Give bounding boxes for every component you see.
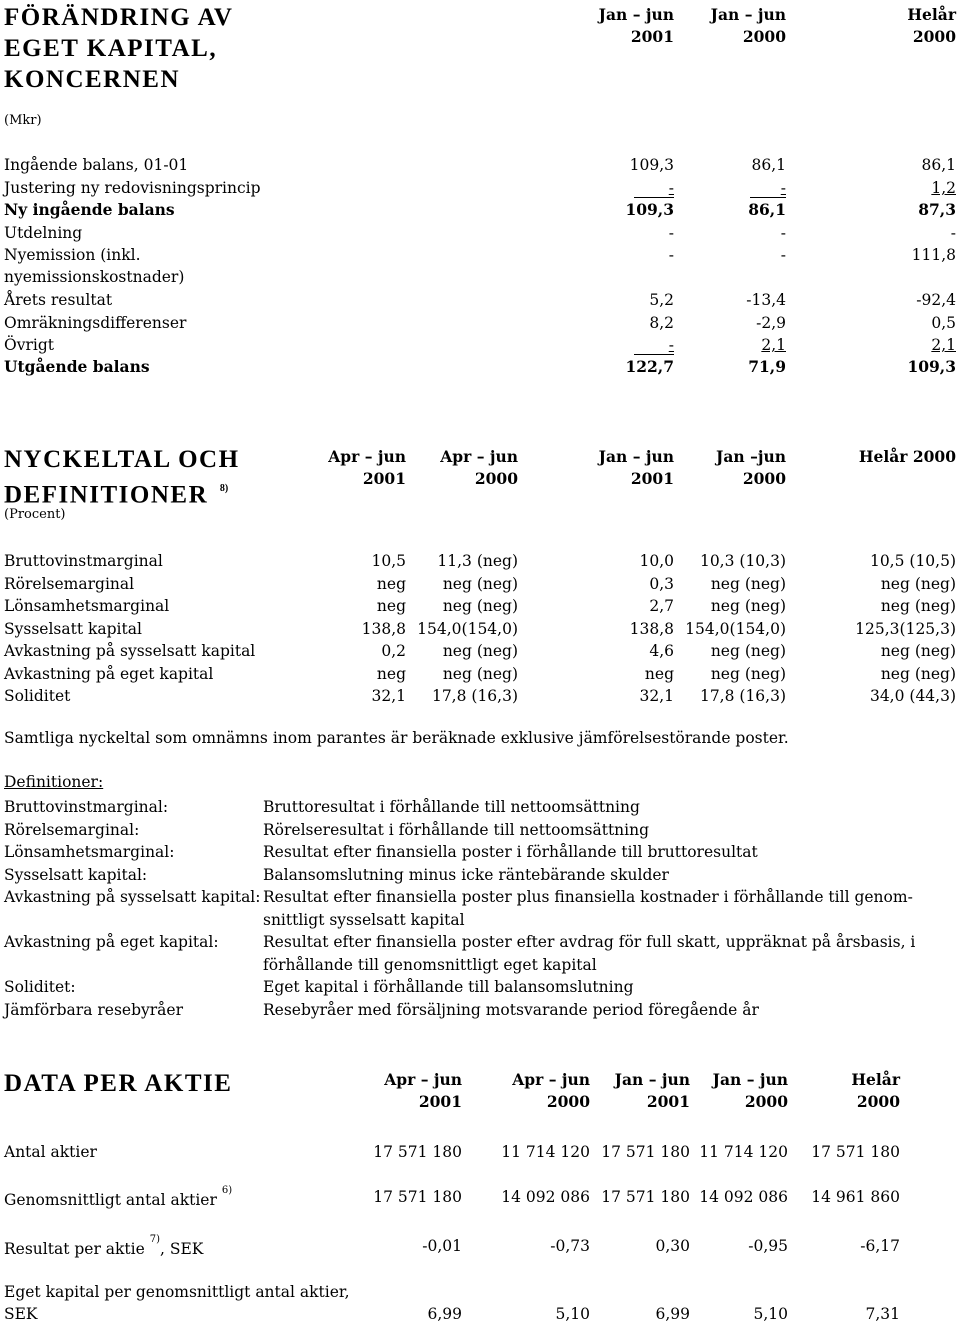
cell: -	[780, 246, 786, 264]
cell: 86,1	[751, 156, 786, 174]
cell: neg	[644, 664, 674, 683]
definition-term: Avkastning på sysselsatt kapital:	[4, 888, 261, 906]
col-period: Helår	[851, 1070, 900, 1089]
cell: 11,3 (neg)	[437, 552, 518, 570]
cell: neg (neg)	[442, 642, 518, 660]
row-label	[4, 1235, 203, 1260]
row-label: Sysselsatt kapital	[4, 619, 142, 638]
cell: neg (neg)	[880, 574, 956, 593]
footnote-ref: 7)	[149, 1234, 160, 1245]
definition-item	[0, 864, 960, 886]
definition-item	[0, 931, 960, 974]
table-row	[0, 550, 960, 572]
cell: neg (neg)	[710, 664, 786, 683]
cell: 17 571 180	[811, 1143, 900, 1161]
ratios-col-header	[806, 446, 956, 468]
col-period: Apr – jun	[328, 447, 406, 466]
cell: 10,5 (10,5)	[869, 552, 956, 570]
definition-item	[0, 819, 960, 841]
row-label-text: Resultat per aktie	[4, 1240, 150, 1259]
col-period: Jan – jun	[710, 5, 786, 24]
ratios-unit: (Procent)	[4, 507, 66, 522]
row-label: Utdelning	[4, 224, 83, 242]
row-label: Rörelsemarginal	[4, 574, 135, 593]
cell: -0,95	[748, 1237, 788, 1255]
cell: -	[950, 224, 956, 242]
row-label: Ny ingående balans	[4, 200, 175, 219]
definition-item	[0, 841, 960, 863]
table-row	[0, 618, 960, 640]
definition-item	[0, 976, 960, 998]
table-row	[0, 1283, 960, 1325]
cell: -	[780, 224, 786, 242]
definition-term: Bruttovinstmarginal:	[4, 798, 169, 816]
cell: -6,17	[860, 1237, 900, 1255]
col-period: Helår	[907, 5, 956, 24]
table-row	[0, 266, 960, 288]
sum-rule	[634, 197, 674, 198]
share-col-header	[800, 1069, 900, 1113]
cell: 154,0(154,0)	[685, 619, 786, 638]
definition-text: Eget kapital i förhållande till balansomslutning	[263, 978, 634, 996]
table-row	[0, 640, 960, 662]
cell: neg (neg)	[710, 642, 786, 660]
cell: 0,2	[381, 642, 406, 660]
cell: 5,10	[555, 1305, 590, 1323]
col-period: Jan – jun	[598, 447, 674, 466]
row-label: SEK	[4, 1305, 38, 1323]
row-label: Omräkningsdifferenser	[4, 314, 187, 332]
cell: 125,3(125,3)	[855, 619, 956, 638]
col-year: 2000	[856, 1092, 900, 1111]
col-year: 2000	[474, 469, 518, 488]
row-label	[4, 1141, 97, 1163]
col-year: 2000	[546, 1092, 590, 1111]
equity-title-line: FÖRÄNDRING AV	[4, 4, 234, 31]
table-row	[0, 595, 960, 617]
ratios-col-header	[306, 446, 406, 490]
definition-text: förhållande till genomsnittligt eget kapital	[263, 955, 597, 974]
equity-col-header	[856, 4, 956, 48]
cell: 109,3	[629, 156, 674, 174]
cell: 138,8	[361, 619, 406, 638]
definition-text: Resebyråer med försäljning motsvarande period föregående år	[263, 1000, 759, 1019]
table-row	[0, 356, 960, 378]
table-row	[0, 312, 960, 334]
cell: 32,1	[371, 687, 406, 705]
table-row	[0, 222, 960, 244]
cell: neg (neg)	[710, 574, 786, 593]
cell: 2,1	[931, 336, 956, 354]
cell: neg	[376, 664, 406, 683]
cell: -	[780, 179, 786, 197]
table-row	[0, 177, 960, 199]
cell: -	[668, 246, 674, 264]
col-period: Apr – jun	[440, 447, 518, 466]
definition-term: Jämförbara resebyråer	[4, 1000, 183, 1019]
table-row	[0, 289, 960, 311]
cell: -92,4	[916, 291, 956, 309]
equity-unit: (Mkr)	[4, 113, 42, 128]
definition-text: Resultat efter finansiella poster i förhållande till bruttoresultat	[263, 843, 758, 861]
cell: -2,9	[756, 314, 786, 332]
table-row	[0, 244, 960, 266]
table-row	[0, 154, 960, 176]
cell: 34,0 (44,3)	[869, 687, 956, 705]
cell: 14 092 086	[501, 1188, 590, 1206]
cell: 11 714 120	[699, 1143, 788, 1161]
cell: 122,7	[625, 357, 674, 376]
col-period: Apr – jun	[384, 1070, 462, 1089]
definition-item	[0, 886, 960, 929]
cell: 17,8 (16,3)	[431, 687, 518, 705]
footnote-ref: 8)	[219, 483, 229, 494]
cell: neg	[376, 597, 406, 615]
cell: 86,1	[748, 200, 786, 219]
definition-text: Bruttoresultat i förhållande till nettoomsättning	[263, 798, 640, 816]
row-label: Ingående balans, 01-01	[4, 156, 189, 174]
col-year: 2001	[362, 469, 406, 488]
cell: 2,7	[649, 597, 674, 615]
cell: neg (neg)	[880, 642, 956, 660]
share-col-header	[362, 1069, 462, 1113]
definition-item	[0, 999, 960, 1021]
col-year: 2001	[418, 1092, 462, 1111]
definition-term: Avkastning på eget kapital:	[4, 933, 219, 951]
cell: -0,01	[422, 1237, 462, 1255]
cell: 17 571 180	[601, 1188, 690, 1206]
col-period: Jan –jun	[716, 447, 786, 466]
row-label: Avkastning på sysselsatt kapital	[4, 642, 256, 660]
cell: neg (neg)	[442, 664, 518, 683]
sum-rule	[634, 354, 674, 355]
cell: 71,9	[748, 357, 786, 376]
definition-term: Lönsamhetsmarginal:	[4, 843, 175, 861]
row-label: nyemissionskostnader)	[4, 268, 185, 286]
cell: 0,3	[649, 574, 674, 593]
share-title: DATA PER AKTIE	[4, 1070, 233, 1097]
equity-col-header	[574, 4, 674, 48]
table-row	[0, 685, 960, 707]
cell: 154,0(154,0)	[417, 619, 518, 638]
ratios-col-header	[686, 446, 786, 490]
row-label-suffix: , SEK	[159, 1240, 204, 1259]
cell: 11 714 120	[501, 1143, 590, 1161]
cell: 17 571 180	[601, 1143, 690, 1161]
col-period: Apr – jun	[512, 1070, 590, 1089]
col-period: Jan – jun	[712, 1070, 788, 1089]
cell: 6,99	[427, 1305, 462, 1323]
row-label: Soliditet	[4, 687, 71, 705]
cell: 7,31	[865, 1305, 900, 1323]
table-row	[0, 1186, 960, 1208]
cell: 86,1	[921, 156, 956, 174]
cell: neg (neg)	[880, 664, 956, 683]
table-row	[0, 334, 960, 356]
definitions-heading: Definitioner:	[4, 773, 104, 791]
equity-title-line: EGET KAPITAL,	[4, 35, 218, 62]
cell: -0,73	[550, 1237, 590, 1255]
equity-col-header	[686, 4, 786, 48]
row-label: Årets resultat	[4, 291, 113, 309]
definition-text: Balansomslutning minus icke räntebärande skulder	[263, 865, 669, 884]
cell: 14 961 860	[811, 1188, 900, 1206]
cell: neg (neg)	[442, 597, 518, 615]
cell: 32,1	[639, 687, 674, 705]
equity-title-line: KONCERNEN	[4, 66, 181, 93]
cell: 1,2	[931, 179, 956, 197]
table-row	[0, 573, 960, 595]
table-row	[0, 663, 960, 685]
cell: 0,5	[931, 314, 956, 332]
col-period: Jan – jun	[614, 1070, 690, 1089]
row-label-text: Genomsnittligt antal aktier	[4, 1191, 222, 1210]
row-label: Nyemission (inkl.	[4, 246, 141, 264]
cell: 10,3 (10,3)	[699, 552, 786, 570]
row-label: Utgående balans	[4, 357, 150, 376]
cell: 17 571 180	[373, 1143, 462, 1161]
share-col-header	[590, 1069, 690, 1113]
cell: neg (neg)	[880, 597, 956, 615]
cell: -	[668, 336, 674, 354]
cell: 87,3	[918, 200, 956, 219]
cell: neg	[376, 574, 406, 593]
row-label	[4, 1186, 232, 1211]
col-year: 2001	[646, 1092, 690, 1111]
table-row	[0, 199, 960, 221]
definition-term: Soliditet:	[4, 978, 76, 996]
share-col-header	[688, 1069, 788, 1113]
table-row	[0, 1141, 960, 1163]
ratios-col-header	[574, 446, 674, 490]
definition-text: Rörelseresultat i förhållande till nettoomsättning	[263, 820, 650, 839]
sum-rule	[750, 197, 786, 198]
row-label: Bruttovinstmarginal	[4, 552, 163, 570]
col-year: 2000	[912, 27, 956, 46]
row-label: Lönsamhetsmarginal	[4, 597, 170, 615]
cell: 10,5	[371, 552, 406, 570]
cell: 17 571 180	[373, 1188, 462, 1206]
cell: -	[668, 224, 674, 242]
cell: -13,4	[746, 291, 786, 309]
share-col-header	[490, 1069, 590, 1113]
row-label	[4, 1281, 350, 1303]
cell: neg (neg)	[710, 597, 786, 615]
definition-text: Resultat efter finansiella poster efter avdrag för full skatt, uppräknat på årsbasis, i	[263, 933, 916, 951]
footnote-ref: 6)	[221, 1185, 233, 1196]
definition-item	[0, 796, 960, 818]
col-period: Jan – jun	[598, 5, 674, 24]
row-label-text: Antal aktier	[4, 1143, 97, 1161]
col-year: 2001	[630, 469, 674, 488]
cell: 109,3	[907, 357, 956, 376]
cell: 14 092 086	[699, 1188, 788, 1206]
cell: 111,8	[911, 246, 956, 264]
ratios-col-header	[418, 446, 518, 490]
row-label: Avkastning på eget kapital	[4, 664, 214, 683]
row-label-text: Eget kapital per genomsnittligt antal aktier,	[4, 1283, 350, 1301]
cell: -	[668, 179, 674, 197]
cell: 5,10	[753, 1305, 788, 1323]
cell: 8,2	[649, 314, 674, 332]
definition-term: Sysselsatt kapital:	[4, 865, 148, 884]
col-year: 2000	[744, 1092, 788, 1111]
ratios-title-line: NYCKELTAL OCH	[4, 446, 240, 473]
cell: neg (neg)	[442, 574, 518, 593]
col-year: 2000	[742, 27, 786, 46]
ratios-title-line: DEFINITIONER	[4, 481, 209, 509]
cell: 5,2	[649, 291, 674, 309]
definition-term: Rörelsemarginal:	[4, 820, 140, 839]
ratios-title	[4, 444, 240, 510]
row-label: Justering ny redovisningsprincip	[4, 179, 261, 197]
col-year: 2000	[742, 469, 786, 488]
col-year: 2001	[630, 27, 674, 46]
ratios-note: Samtliga nyckeltal som omnämns inom parantes är beräknade exklusive jämförelsestörande poster.	[4, 729, 789, 747]
cell: 2,1	[761, 336, 786, 354]
cell: 109,3	[625, 200, 674, 219]
equity-title	[4, 2, 233, 95]
cell: 10,0	[639, 552, 674, 570]
cell: 6,99	[655, 1305, 690, 1323]
cell: 0,30	[655, 1237, 690, 1255]
cell: 17,8 (16,3)	[699, 687, 786, 705]
col-period: Helår 2000	[858, 447, 956, 466]
row-label: Övrigt	[4, 336, 54, 354]
definition-text: snittligt sysselsatt kapital	[263, 910, 465, 929]
table-row	[0, 1235, 960, 1257]
cell: 138,8	[629, 619, 674, 638]
cell: 4,6	[649, 642, 674, 660]
definition-text: Resultat efter finansiella poster plus finansiella kostnader i förhållande till genom-	[263, 888, 913, 906]
